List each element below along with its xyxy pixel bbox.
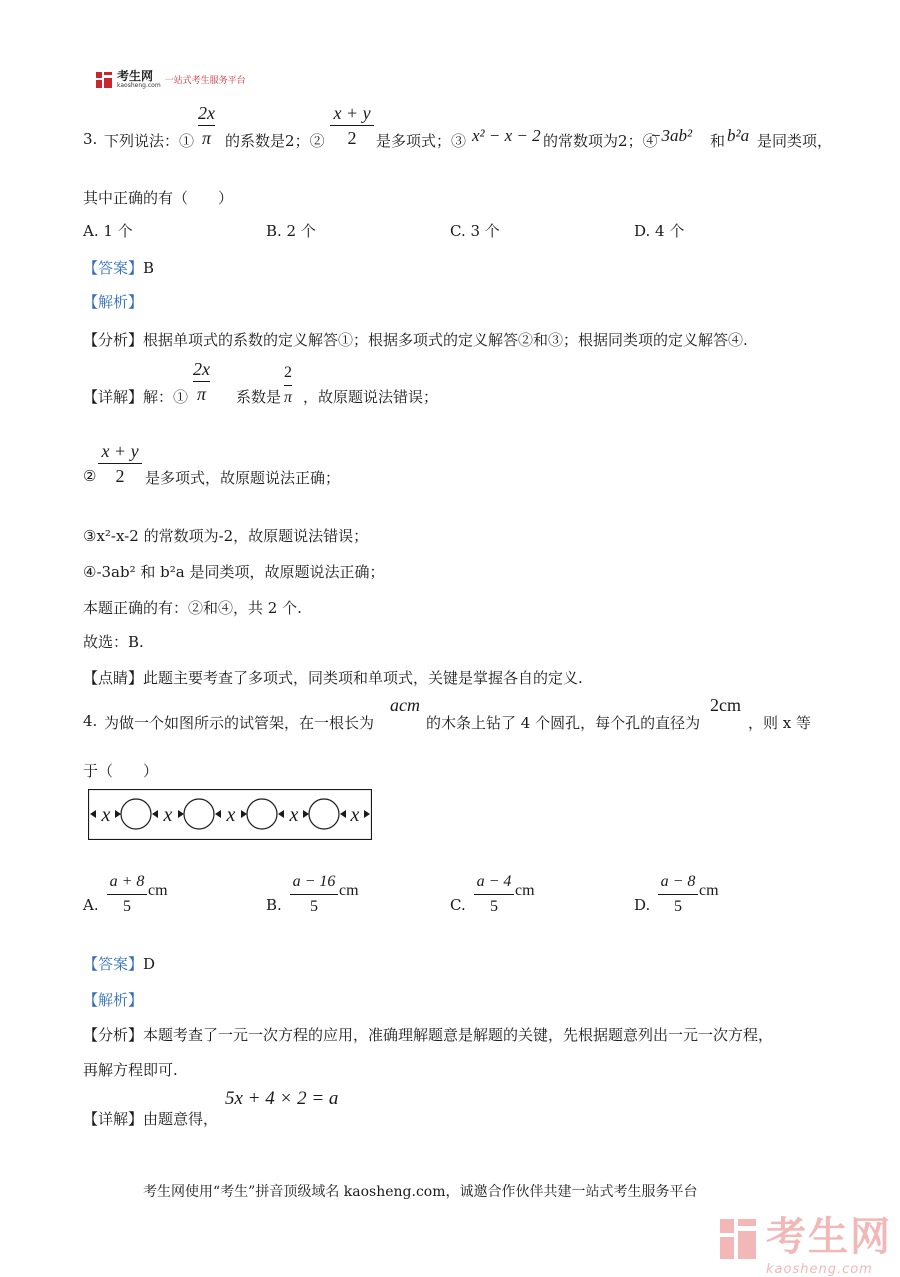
segment-label-x: x [226,804,236,826]
q4-text-3: ，则 x 等 [748,714,811,732]
q3-comment: 【点睛】此题主要考查了多项式，同类项和单项式，关键是掌握各自的定义. [83,669,583,687]
q3-summary: 本题正确的有：②和④，共 2 个. [83,599,302,617]
q4-number: 4. [83,712,98,730]
segment-label-x: x [101,804,111,826]
q4-option-c-unit: cm [515,882,535,899]
q4-analysis-tag: 【解析】 [83,991,144,1009]
q4-option-b-letter: B. [266,896,282,914]
q3-answer: 【答案】B [83,259,155,277]
rack-hole [247,799,277,829]
segment-label-x: x [350,804,360,826]
q3-step4: ④-3ab² 和 b²a 是同类项，故原题说法正确； [83,563,385,581]
watermark-name: 考生网 [766,1214,892,1260]
q4-option-a-unit: cm [148,882,168,899]
q3-option-b: B. 2 个 [266,222,316,240]
kaosheng-logo-icon [95,71,113,89]
q3-step2-circle: ② [83,467,97,485]
q4-fenxi-1: 【分析】本题考查了一元一次方程的应用，准确理解题意是解题的关键，先根据题意列出一元一次方程， [83,1026,774,1044]
q4-equation: 5x + 4 × 2 = a [225,1088,339,1109]
q3-intro: 下列说法：① [104,132,195,150]
q3-text-4: 和 [710,132,726,150]
q3-fenxi: 【分析】根据单项式的系数的定义解答①；根据多项式的定义解答②和③；根据同类项的定义解答④. [83,331,748,349]
q3-fraction-1: 2x π [198,103,215,148]
q4-answer: 【答案】D [83,955,156,973]
q3-step2-text: 是多项式，故原题说法正确； [145,469,341,487]
footer-text: 考生网使用“考生”拼音顶级域名 kaosheng.com，诚邀合作伙伴共建一站式考生服务平台 [143,1184,698,1200]
q4-option-a-fraction: a + 8 5 [107,871,147,918]
q4-option-c-letter: C. [450,896,466,914]
q3-expr-4a: −3ab² [650,126,693,145]
logo-domain: kaosheng.com [117,82,161,89]
q4-option-c-fraction: a − 4 5 [474,871,514,918]
q3-detail-prefix: 【详解】解：① [83,388,189,406]
segment-label-x: x [289,804,299,826]
q3-number: 3. [83,130,98,148]
q4-rack-figure [88,789,372,844]
q3-step3: ③x²-x-2 的常数项为-2，故原题说法错误； [83,527,369,545]
segment-label-x: x [163,804,173,826]
q4-text-1: 为做一个如图所示的试管架，在一根长为 [104,714,375,732]
q4-option-d-unit: cm [699,882,719,899]
logo-name: 考生网 [117,69,154,83]
q3-option-d: D. 4 个 [634,222,685,240]
q3-option-a: A. 1 个 [83,222,133,240]
watermark [718,1205,892,1277]
q3-fraction-2: x + y 2 [330,102,374,149]
q4-option-a-letter: A. [83,896,99,914]
q3-step2-fraction: x + y 2 [98,440,142,487]
watermark-logo-icon [718,1217,758,1265]
q4-line-2: 于（ ） [83,762,159,780]
q3-expr-4b: b²a [727,126,750,145]
header-logo [95,70,246,89]
q3-text-1: 的系数是2；② [225,132,325,150]
q3-detail-coef: 系数是 [236,388,282,406]
q4-acm: acm [390,695,420,715]
q4-fenxi-2: 再解方程即可. [83,1061,178,1079]
q3-detail-fraction-2: 2 π [284,364,293,406]
q3-line-2: 其中正确的有（ ） [83,189,234,207]
watermark-domain: kaosheng.com [766,1262,873,1277]
q3-text-2: 是多项式；③ [376,132,467,150]
q3-text-3: 的常数项为2；④ [543,132,658,150]
q4-option-d-fraction: a − 8 5 [658,871,698,918]
rack-hole [121,799,151,829]
q3-detail-tail: ，故原题说法错误； [303,388,439,406]
q3-analysis-tag: 【解析】 [83,293,144,311]
q3-text-5: 是同类项， [757,132,833,150]
q4-2cm: 2cm [710,695,741,715]
q3-detail-fraction-1: 2x π [193,359,210,404]
rack-hole [184,799,214,829]
q4-detail-prefix: 【详解】由题意得， [83,1110,219,1128]
q3-choose: 故选：B. [83,633,144,651]
q3-option-c: C. 3 个 [450,222,500,240]
q3-expr-3: x² − x − 2 [472,126,541,145]
q4-option-b-unit: cm [339,882,359,899]
rack-hole [309,799,339,829]
logo-slogan: 一站式考生服务平台 [164,76,246,86]
q4-option-d-letter: D. [634,896,651,914]
q4-option-b-fraction: a − 16 5 [290,871,338,918]
q4-text-2: 的木条上钻了 4 个圆孔，每个孔的直径为 [426,714,701,732]
